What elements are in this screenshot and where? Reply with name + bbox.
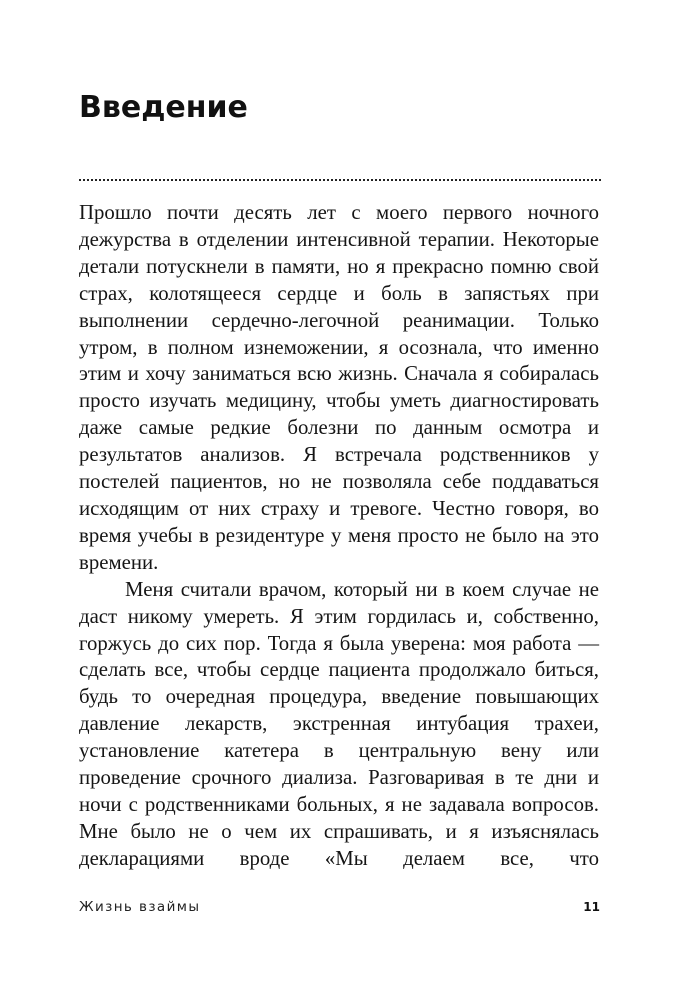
paragraph-2: Меня считали врачом, который ни в коем случае не даст никому умереть. Я этим гордилась и, собственно, горжусь до сих пор. Тогда я была уверена: моя работа — сделать все, чтобы сердце пациента продолжало биться, будь то очередная процедура, введение повышающих давление лекарств, экстренная интубация трахеи, установление катетера в центральную вену или проведение срочного диализа. Разговаривая в те дни и ночи с родственниками больных, я не задавала вопросов. Мне было не о чем их спрашивать, и я изъяснялась декларациями вроде «Мы делаем все, что [79, 577, 599, 870]
dotted-divider [79, 179, 601, 181]
running-footer-book-title: Жизнь взаймы [79, 899, 201, 915]
page-number: 11 [583, 900, 600, 914]
body-text [79, 200, 599, 873]
chapter-title: Введение [79, 90, 248, 125]
paragraph-1: Прошло почти десять лет с моего первого ночного дежурства в отделении интенсивной терапии. Некоторые детали потускнели в памяти, но я прекрасно помню свой страх, колотящееся сердце и боль в запястьях при выполнении сердечно-легочной реанимации. Только утром, в полном изнеможении, я осознала, что именно этим и хочу заниматься всю жизнь. Сначала я собиралась просто изучать медицину, чтобы уметь диагностировать даже самые редкие болезни по данным осмотра и результатов анализов. Я встречала родственников у постелей пациентов, но не позволяла себе поддаваться исходящим от них страху и тревоге. Честно говоря, во время учебы в резидентуре у меня просто не было на это времени. [79, 201, 599, 574]
